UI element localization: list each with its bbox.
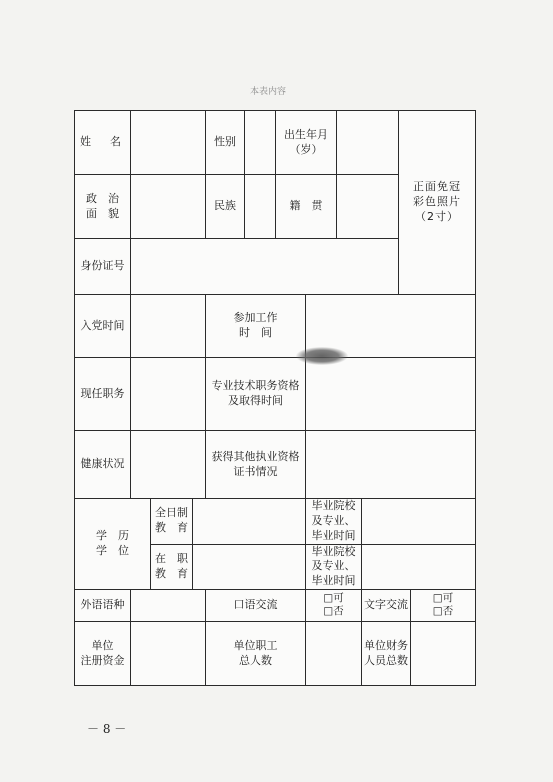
staff-label-cell	[206, 622, 306, 686]
school-label-line-3: 毕业时间	[311, 528, 356, 542]
birth-value-cell[interactable]	[337, 111, 399, 175]
parttime-label-line-2: 教 育	[155, 566, 188, 580]
written-option-yes[interactable]: □可	[432, 592, 454, 605]
written-options-cell	[411, 590, 476, 622]
photo-line-3: （2寸）	[415, 209, 460, 223]
id-label: 身份证号	[80, 259, 125, 273]
party-value-cell[interactable]	[131, 295, 206, 358]
birth-sub-label: （岁）	[289, 142, 323, 156]
other-cert-label-line-1: 获得其他执业资格	[211, 449, 300, 463]
parttime-value-cell[interactable]	[193, 544, 306, 590]
fulltime-label-line-2: 教 育	[155, 521, 188, 535]
school-label-line-3: 毕业时间	[311, 574, 356, 588]
school-label-line-2: 及专业、	[311, 559, 356, 573]
position-value-cell[interactable]	[131, 358, 206, 431]
position-label-cell	[75, 358, 131, 431]
finance-label-cell	[362, 622, 411, 686]
parttime-school-value-cell[interactable]	[362, 544, 476, 590]
name-label-cell	[75, 111, 131, 175]
lang-label: 外语语种	[80, 598, 125, 612]
capital-value-cell[interactable]	[131, 622, 206, 686]
birth-label: 出生年月	[284, 127, 329, 141]
health-label-cell	[75, 431, 131, 499]
finance-label-line-2: 人员总数	[364, 653, 409, 667]
work-start-label-line-2: 时 间	[239, 326, 273, 339]
finance-label-line-1: 单位财务	[364, 638, 409, 652]
other-cert-value-cell[interactable]	[306, 431, 476, 499]
ethnicity-value-cell[interactable]	[245, 175, 276, 239]
ethnicity-label: 民族	[214, 199, 237, 213]
gender-label-cell	[206, 111, 245, 175]
oral-label: 口语交流	[233, 598, 278, 612]
ink-blot-stain	[296, 347, 348, 365]
other-cert-label-cell	[206, 431, 306, 499]
capital-label-line-2: 注册资金	[80, 653, 125, 667]
politics-value-cell[interactable]	[131, 175, 206, 239]
native-place-label-cell	[276, 175, 337, 239]
parttime-label-line-1: 在 职	[155, 551, 188, 565]
page-number: － 8 －	[87, 722, 127, 736]
party-label-cell	[75, 295, 131, 358]
parttime-label-cell	[151, 544, 193, 590]
tech-qual-label-cell	[206, 358, 306, 431]
fulltime-school-label-cell	[306, 499, 362, 545]
oral-label-cell	[206, 590, 306, 622]
staff-label-line-1: 单位职工	[233, 638, 278, 652]
party-label: 入党时间	[80, 318, 125, 332]
photo-cell	[399, 111, 476, 295]
parttime-school-label-cell	[306, 544, 362, 590]
other-cert-label-line-2: 证书情况	[233, 464, 278, 478]
photo-line-2: 彩色照片	[413, 195, 462, 209]
lang-label-cell	[75, 590, 131, 622]
gender-value-cell[interactable]	[245, 111, 276, 175]
staff-label-line-2: 总人数	[239, 653, 273, 667]
native-place-value-cell[interactable]	[337, 175, 399, 239]
politics-label-line-1: 政 治	[86, 191, 119, 205]
oral-options-cell	[306, 590, 362, 622]
birth-label-cell	[276, 111, 337, 175]
position-label: 现任职务	[80, 386, 125, 400]
politics-label-cell	[75, 175, 131, 239]
fulltime-label-line-1: 全日制	[155, 506, 188, 520]
id-label-cell	[75, 239, 131, 295]
page-header-faint: 本表内容	[250, 87, 287, 97]
ethnicity-label-cell	[206, 175, 245, 239]
name-value-cell[interactable]	[131, 111, 206, 175]
name-label: 姓 名	[80, 135, 125, 149]
education-label-cell	[75, 499, 151, 590]
lang-value-cell[interactable]	[131, 590, 206, 622]
written-label-cell	[362, 590, 411, 622]
capital-label-line-1: 单位	[91, 638, 114, 652]
native-place-label: 籍 贯	[289, 199, 323, 213]
finance-value-cell[interactable]	[411, 622, 476, 686]
work-start-label-line-1: 参加工作	[233, 311, 278, 325]
written-label: 文字交流	[364, 598, 409, 612]
fulltime-value-cell[interactable]	[193, 499, 306, 545]
school-label-line-2: 及专业、	[311, 513, 356, 527]
politics-label-line-2: 面 貌	[86, 206, 119, 220]
photo-line-1: 正面免冠	[413, 180, 462, 194]
fulltime-label-cell	[151, 499, 193, 545]
written-option-no[interactable]: □否	[432, 605, 454, 618]
school-label-line-1: 毕业院校	[311, 499, 356, 512]
education-label-line-2: 学 位	[96, 544, 129, 558]
application-form-table	[74, 110, 476, 686]
oral-option-no[interactable]: □否	[323, 605, 344, 618]
school-label-line-1: 毕业院校	[311, 544, 356, 558]
id-value-cell[interactable]	[131, 239, 399, 295]
oral-option-yes[interactable]: □可	[323, 592, 344, 605]
health-value-cell[interactable]	[131, 431, 206, 499]
staff-value-cell[interactable]	[306, 622, 362, 686]
tech-qual-value-cell[interactable]	[306, 358, 476, 431]
tech-qual-label-line-2: 及取得时间	[228, 394, 284, 407]
tech-qual-label-line-1: 专业技术职务资格	[211, 379, 300, 393]
education-label-line-1: 学 历	[96, 529, 129, 543]
health-label: 健康状况	[80, 457, 125, 471]
fulltime-school-value-cell[interactable]	[362, 499, 476, 545]
capital-label-cell	[75, 622, 131, 686]
gender-label: 性别	[214, 135, 237, 149]
work-start-label-cell	[206, 295, 306, 358]
